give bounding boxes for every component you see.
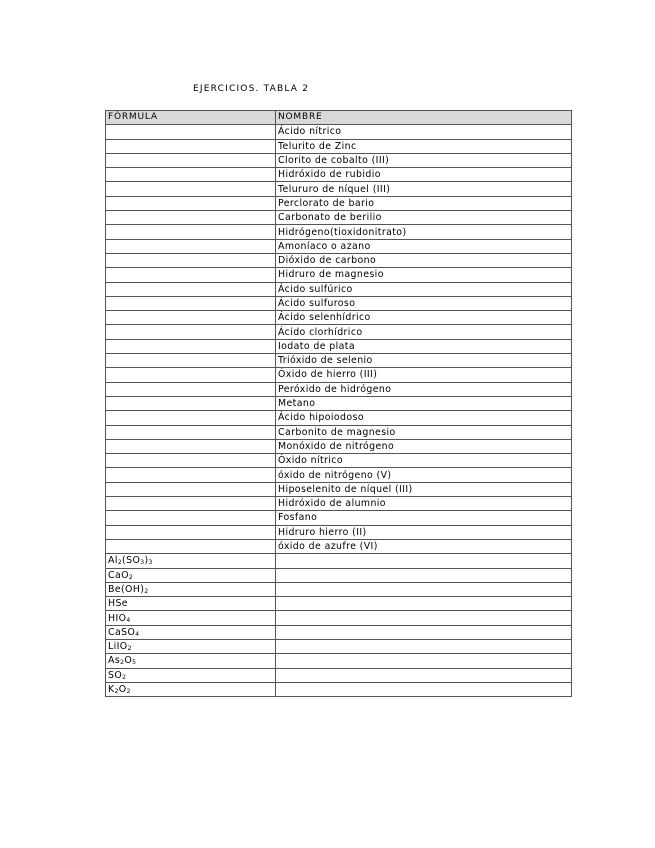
formula-cell[interactable]	[106, 539, 276, 553]
formula-cell[interactable]	[106, 468, 276, 482]
formula-subscript: 3	[140, 559, 145, 567]
table-row	[106, 439, 572, 453]
table-row	[106, 268, 572, 282]
formula-cell[interactable]	[106, 654, 276, 668]
formula-text: LiIO	[108, 641, 128, 653]
nombre-cell[interactable]: Carbonato de berilio	[276, 211, 572, 225]
formula-cell[interactable]	[106, 482, 276, 496]
table-body	[106, 125, 572, 697]
formula-cell[interactable]	[106, 425, 276, 439]
formula-subscript: 2	[144, 587, 149, 595]
table-row	[106, 568, 572, 582]
table-row	[106, 311, 572, 325]
table-row	[106, 425, 572, 439]
formula-text: CaSO	[108, 626, 136, 638]
table-row	[106, 239, 572, 253]
formula-cell[interactable]	[106, 597, 276, 611]
formula-cell[interactable]	[106, 568, 276, 582]
nombre-cell[interactable]: Ácido sulfuroso	[276, 296, 572, 310]
formula-cell[interactable]	[106, 639, 276, 653]
nombre-cell[interactable]	[276, 611, 572, 625]
formula-cell[interactable]	[106, 682, 276, 696]
table-row	[106, 497, 572, 511]
formula-subscript: 4	[126, 616, 131, 624]
table-row	[106, 396, 572, 410]
table-row	[106, 525, 572, 539]
nombre-cell[interactable]: óxido de nitrógeno (V)	[276, 468, 572, 482]
formula-cell[interactable]	[106, 611, 276, 625]
table-row	[106, 511, 572, 525]
formula-subscript: 4	[135, 630, 140, 638]
nombre-cell[interactable]: Óxido de hierro (III)	[276, 368, 572, 382]
nombre-cell[interactable]: Trióxido de selenio	[276, 354, 572, 368]
formula-subscript: 2	[122, 673, 127, 681]
table-row	[106, 539, 572, 553]
formula-cell[interactable]	[106, 325, 276, 339]
formula-text: As	[108, 655, 121, 667]
nombre-cell[interactable]: Hidruro hierro (II)	[276, 525, 572, 539]
nombre-cell[interactable]	[276, 597, 572, 611]
formula-cell[interactable]	[106, 239, 276, 253]
formula-cell[interactable]	[106, 411, 276, 425]
nombre-cell[interactable]: Ácido hipoiodoso	[276, 411, 572, 425]
formula-cell[interactable]	[106, 454, 276, 468]
formula-text: (SO	[122, 555, 141, 567]
table-row	[106, 682, 572, 696]
table-row	[106, 454, 572, 468]
table-row	[106, 625, 572, 639]
table-row	[106, 639, 572, 653]
formula-cell[interactable]	[106, 139, 276, 153]
table-row	[106, 182, 572, 196]
formula-cell[interactable]	[106, 182, 276, 196]
nombre-cell[interactable]: Fosfano	[276, 511, 572, 525]
formula-cell[interactable]	[106, 253, 276, 267]
table-row	[106, 196, 572, 210]
nombre-cell[interactable]: Hidróxido de rubidio	[276, 168, 572, 182]
table-row	[106, 153, 572, 167]
table-row	[106, 225, 572, 239]
nombre-cell[interactable]: Ácido nítrico	[276, 125, 572, 139]
formula-text: HIO	[108, 612, 127, 624]
formula-cell[interactable]	[106, 211, 276, 225]
nombre-cell[interactable]	[276, 625, 572, 639]
nombre-cell[interactable]	[276, 568, 572, 582]
table-row	[106, 554, 572, 568]
formula-text: CaO	[108, 569, 129, 581]
nombre-cell[interactable]: Ácido sulfúrico	[276, 282, 572, 296]
table-row	[106, 168, 572, 182]
table-row	[106, 468, 572, 482]
nombre-cell[interactable]: Óxido nítrico	[276, 454, 572, 468]
formula-cell[interactable]	[106, 311, 276, 325]
formula-cell[interactable]	[106, 282, 276, 296]
table-row	[106, 368, 572, 382]
formula-subscript: 2	[120, 659, 125, 667]
formula-cell[interactable]	[106, 525, 276, 539]
table-row	[106, 582, 572, 596]
formula-cell[interactable]	[106, 439, 276, 453]
nombre-cell[interactable]: Hidruro de magnesio	[276, 268, 572, 282]
formula-text: )	[144, 555, 149, 567]
formula-cell[interactable]	[106, 168, 276, 182]
formula-cell[interactable]	[106, 296, 276, 310]
formula-cell[interactable]	[106, 354, 276, 368]
formula-column-header: FÓRMULA	[106, 111, 276, 125]
formula-text: Be(OH)	[108, 583, 145, 595]
nombre-cell[interactable]: Perclorato de bario	[276, 196, 572, 210]
formula-cell[interactable]	[106, 339, 276, 353]
formula-subscript: 2	[126, 688, 131, 696]
nombre-cell[interactable]: Peróxido de hidrógeno	[276, 382, 572, 396]
table-header-row	[106, 111, 572, 125]
formula-cell[interactable]	[106, 153, 276, 167]
formula-subscript: 2	[127, 645, 132, 653]
formula-cell[interactable]	[106, 625, 276, 639]
formula-cell[interactable]	[106, 582, 276, 596]
nombre-cell[interactable]: Ácido selenhídrico	[276, 311, 572, 325]
nombre-cell[interactable]	[276, 582, 572, 596]
formula-cell[interactable]	[106, 196, 276, 210]
table-row	[106, 597, 572, 611]
table-row	[106, 482, 572, 496]
nombre-cell[interactable]	[276, 639, 572, 653]
formula-cell[interactable]	[106, 497, 276, 511]
table-row	[106, 139, 572, 153]
nombre-cell[interactable]: Carbonito de magnesio	[276, 425, 572, 439]
table-row	[106, 382, 572, 396]
nombre-cell[interactable]: Dióxido de carbono	[276, 253, 572, 267]
formula-subscript: 2	[117, 559, 123, 567]
nombre-column-header: NOMBRE	[276, 111, 572, 125]
formula-subscript: 2	[114, 688, 119, 696]
table-row	[106, 654, 572, 668]
formula-cell[interactable]	[106, 268, 276, 282]
page-title: EJERCICIOS. TABLA 2	[193, 84, 310, 94]
formula-subscript: 2	[128, 573, 134, 581]
table-row	[106, 296, 572, 310]
nombre-cell[interactable]	[276, 654, 572, 668]
table-row	[106, 339, 572, 353]
formula-cell[interactable]	[106, 125, 276, 139]
nombre-cell[interactable]: Clorito de cobalto (III)	[276, 153, 572, 167]
nombre-cell[interactable]: Hiposelenito de níquel (III)	[276, 482, 572, 496]
formula-text: Al	[108, 555, 118, 567]
nombre-cell[interactable]: Ácido clorhídrico	[276, 325, 572, 339]
formula-cell[interactable]	[106, 668, 276, 682]
nombre-cell[interactable]: Metano	[276, 396, 572, 410]
table-row	[106, 411, 572, 425]
formula-subscript: 3	[148, 559, 153, 567]
table-row	[106, 354, 572, 368]
table-row	[106, 611, 572, 625]
exercise-table	[105, 110, 572, 697]
formula-cell[interactable]	[106, 511, 276, 525]
nombre-cell[interactable]: Amoníaco o azano	[276, 239, 572, 253]
formula-text: K	[108, 684, 115, 696]
table-row	[106, 668, 572, 682]
nombre-cell[interactable]: Hidróxido de alumnio	[276, 497, 572, 511]
formula-text: SO	[108, 669, 123, 681]
nombre-cell[interactable]: óxido de azufre (VI)	[276, 539, 572, 553]
formula-cell[interactable]	[106, 382, 276, 396]
formula-cell[interactable]	[106, 396, 276, 410]
formula-cell[interactable]	[106, 225, 276, 239]
formula-text: O	[124, 655, 133, 667]
nombre-cell[interactable]	[276, 554, 572, 568]
formula-subscript: 5	[132, 659, 137, 667]
table-row	[106, 325, 572, 339]
table-row	[106, 253, 572, 267]
formula-text: HSe	[108, 598, 128, 610]
table-row	[106, 282, 572, 296]
nombre-cell[interactable]: Monóxido de nitrógeno	[276, 439, 572, 453]
nombre-cell[interactable]: Iodato de plata	[276, 339, 572, 353]
nombre-cell[interactable]	[276, 682, 572, 696]
formula-cell[interactable]	[106, 368, 276, 382]
nombre-cell[interactable]: Telurito de Zinc	[276, 139, 572, 153]
formula-text: O	[118, 684, 127, 696]
nombre-cell[interactable]: Hidrógeno(tioxidonitrato)	[276, 225, 572, 239]
table-row	[106, 211, 572, 225]
nombre-cell[interactable]	[276, 668, 572, 682]
table-row	[106, 125, 572, 139]
nombre-cell[interactable]: Telururo de níquel (III)	[276, 182, 572, 196]
formula-cell[interactable]	[106, 554, 276, 568]
